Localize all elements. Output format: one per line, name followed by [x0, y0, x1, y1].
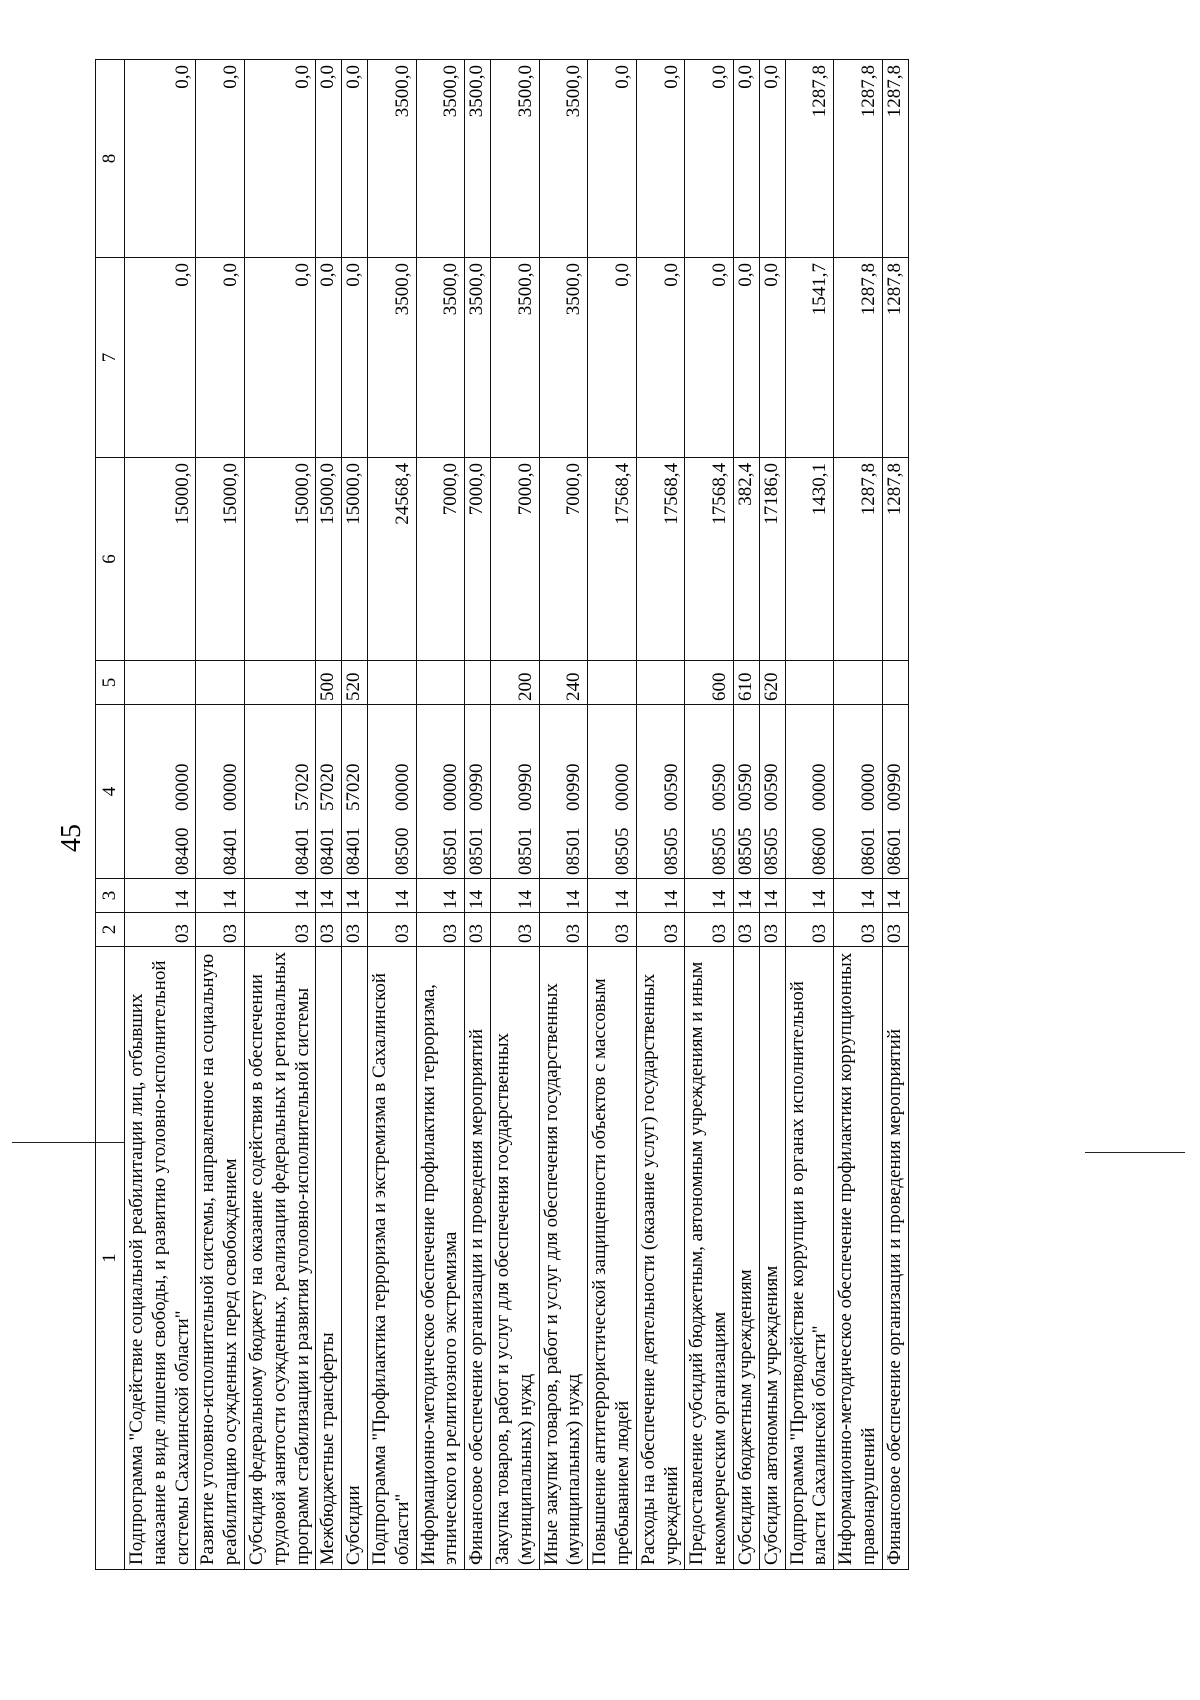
direction-code: 00000	[440, 763, 462, 811]
direction-code: 57020	[317, 763, 339, 811]
amount-col-8: 0,0	[125, 60, 196, 258]
amount-col-8: 0,0	[588, 60, 637, 258]
direction-code: 00590	[660, 763, 682, 811]
direction-code: 00590	[709, 763, 731, 811]
amount-col-7: 3500,0	[490, 258, 539, 458]
amount-col-7: 1541,7	[785, 258, 834, 458]
program-code: 08400	[171, 827, 193, 875]
target-article-code	[785, 705, 834, 879]
amount-col-8: 0,0	[685, 60, 734, 258]
target-article-code	[539, 705, 588, 879]
section-code: 03	[125, 913, 196, 947]
section-code: 03	[490, 913, 539, 947]
direction-code: 00000	[809, 763, 831, 811]
target-article-code	[316, 705, 342, 879]
column-header-6: 6	[96, 458, 125, 661]
amount-col-8: 3500,0	[367, 60, 416, 258]
direction-code: 57020	[343, 763, 365, 811]
amount-col-8: 1287,8	[834, 60, 883, 258]
expense-type-code	[125, 661, 196, 705]
subsection-code: 14	[588, 879, 637, 913]
direction-code: 00990	[466, 763, 488, 811]
expense-type-code: 610	[733, 661, 759, 705]
program-code: 08505	[611, 827, 633, 875]
table-row	[539, 60, 588, 1570]
amount-col-8: 3500,0	[490, 60, 539, 258]
amount-col-6: 15000,0	[125, 458, 196, 661]
target-article-code	[588, 705, 637, 879]
amount-col-6: 7000,0	[416, 458, 465, 661]
subsection-code: 14	[196, 879, 245, 913]
subsection-code: 14	[416, 879, 465, 913]
amount-col-6: 7000,0	[539, 458, 588, 661]
section-code: 03	[342, 913, 368, 947]
subsection-code: 14	[733, 879, 759, 913]
expense-type-code: 500	[316, 661, 342, 705]
table-row	[785, 60, 834, 1570]
target-article-code	[636, 705, 685, 879]
program-code: 08501	[514, 827, 536, 875]
direction-code: 00590	[760, 763, 782, 811]
amount-col-8: 1287,8	[882, 60, 908, 258]
subsection-code: 14	[125, 879, 196, 913]
section-code: 03	[785, 913, 834, 947]
row-description: Информационно-методическое обеспечение профилактики терроризма, этнического и религиозного экстремизма	[416, 947, 465, 1570]
amount-col-8: 3500,0	[539, 60, 588, 258]
target-article-code	[759, 705, 785, 879]
expense-type-code	[785, 661, 834, 705]
amount-col-6: 1287,8	[882, 458, 908, 661]
row-description: Иные закупки товаров, работ и услуг для обеспечения государственных (муниципальных) нужд	[539, 947, 588, 1570]
amount-col-7: 3500,0	[416, 258, 465, 458]
row-description: Подпрограмма "Профилактика терроризма и экстремизма в Сахалинской области"	[367, 947, 416, 1570]
target-article-code	[196, 705, 245, 879]
subsection-code: 14	[882, 879, 908, 913]
subsection-code: 14	[685, 879, 734, 913]
section-code: 03	[685, 913, 734, 947]
subsection-code: 14	[539, 879, 588, 913]
direction-code: 00990	[563, 763, 585, 811]
section-code: 03	[759, 913, 785, 947]
amount-col-6: 17568,4	[685, 458, 734, 661]
amount-col-7: 1287,8	[882, 258, 908, 458]
row-description: Повышение антитеррористической защищенности объектов с массовым пребыванием людей	[588, 947, 637, 1570]
section-code: 03	[636, 913, 685, 947]
program-code: 08600	[809, 827, 831, 875]
amount-col-6: 1287,8	[834, 458, 883, 661]
header-row	[96, 60, 125, 1570]
amount-col-7: 0,0	[244, 258, 315, 458]
row-description: Финансовое обеспечение организации и проведения мероприятий	[882, 947, 908, 1570]
program-code: 08505	[660, 827, 682, 875]
amount-col-7: 0,0	[759, 258, 785, 458]
target-article-code	[733, 705, 759, 879]
program-code: 08501	[440, 827, 462, 875]
table-row	[685, 60, 734, 1570]
amount-col-8: 3500,0	[465, 60, 491, 258]
direction-code: 00590	[734, 763, 756, 811]
row-description: Предоставление субсидий бюджетным, автономным учреждениям и иным некоммерческим организациям	[685, 947, 734, 1570]
amount-col-8: 0,0	[196, 60, 245, 258]
amount-col-6: 382,4	[733, 458, 759, 661]
direction-code: 00000	[171, 763, 193, 811]
amount-col-7: 0,0	[733, 258, 759, 458]
direction-code: 00000	[391, 763, 413, 811]
table-row	[367, 60, 416, 1570]
amount-col-7: 0,0	[125, 258, 196, 458]
subsection-code: 14	[636, 879, 685, 913]
direction-code: 00990	[514, 763, 536, 811]
amount-col-7: 3500,0	[539, 258, 588, 458]
direction-code: 00000	[220, 763, 242, 811]
table-row	[834, 60, 883, 1570]
table-row	[316, 60, 342, 1570]
section-code: 03	[834, 913, 883, 947]
program-code: 08501	[466, 827, 488, 875]
amount-col-6: 1430,1	[785, 458, 834, 661]
target-article-code	[834, 705, 883, 879]
amount-col-7: 0,0	[196, 258, 245, 458]
target-article-code	[125, 705, 196, 879]
amount-col-6: 15000,0	[342, 458, 368, 661]
program-code: 08505	[734, 827, 756, 875]
amount-col-6: 17568,4	[588, 458, 637, 661]
direction-code: 00000	[611, 763, 633, 811]
amount-col-8: 0,0	[733, 60, 759, 258]
section-code: 03	[316, 913, 342, 947]
page-number: 45	[56, 824, 87, 852]
program-code: 08501	[563, 827, 585, 875]
target-article-code	[882, 705, 908, 879]
subsection-code: 14	[244, 879, 315, 913]
amount-col-8: 0,0	[342, 60, 368, 258]
row-description: Развитие уголовно-исполнительной системы, направленное на социальную реабилитацию осужденных перед освобождением	[196, 947, 245, 1570]
row-description: Подпрограмма "Содействие социальной реабилитации лиц, отбывших наказание в виде лишения свободы, и развитию уголовно-исполнительной системы Сахалинской области"	[125, 947, 196, 1570]
column-header-2: 2	[96, 913, 125, 947]
amount-col-7: 0,0	[342, 258, 368, 458]
section-code: 03	[367, 913, 416, 947]
target-article-code	[490, 705, 539, 879]
expense-type-code	[244, 661, 315, 705]
target-article-code	[465, 705, 491, 879]
amount-col-8: 1287,8	[785, 60, 834, 258]
program-code: 08505	[709, 827, 731, 875]
section-code: 03	[196, 913, 245, 947]
program-code: 08601	[883, 827, 905, 875]
expense-type-code: 620	[759, 661, 785, 705]
table-row	[759, 60, 785, 1570]
row-description: Субсидии бюджетным учреждениям	[733, 947, 759, 1570]
amount-col-7: 0,0	[685, 258, 734, 458]
expense-type-code	[367, 661, 416, 705]
subsection-code: 14	[465, 879, 491, 913]
row-description: Финансовое обеспечение организации и проведения мероприятий	[465, 947, 491, 1570]
column-header-8: 8	[96, 60, 125, 258]
program-code: 08401	[317, 827, 339, 875]
direction-code: 00990	[883, 763, 905, 811]
amount-col-7: 3500,0	[465, 258, 491, 458]
table-row	[636, 60, 685, 1570]
subsection-code: 14	[342, 879, 368, 913]
budget-table	[95, 59, 909, 1570]
subsection-code: 14	[367, 879, 416, 913]
row-description: Расходы на обеспечение деятельности (оказание услуг) государственных учреждений	[636, 947, 685, 1570]
table-body	[125, 60, 909, 1570]
row-description: Межбюджетные трансферты	[316, 947, 342, 1570]
column-header-5: 5	[96, 661, 125, 705]
amount-col-7: 0,0	[316, 258, 342, 458]
direction-code: 57020	[291, 763, 313, 811]
table-row	[465, 60, 491, 1570]
amount-col-6: 7000,0	[465, 458, 491, 661]
expense-type-code	[882, 661, 908, 705]
target-article-code	[367, 705, 416, 879]
amount-col-8: 0,0	[759, 60, 785, 258]
column-header-1: 1	[96, 947, 125, 1570]
amount-col-6: 15000,0	[316, 458, 342, 661]
row-description: Субсидии	[342, 947, 368, 1570]
amount-col-7: 1287,8	[834, 258, 883, 458]
expense-type-code: 600	[685, 661, 734, 705]
direction-code: 00000	[857, 763, 879, 811]
expense-type-code	[834, 661, 883, 705]
margin-rule-right	[1085, 1152, 1185, 1153]
expense-type-code	[636, 661, 685, 705]
table-row	[733, 60, 759, 1570]
program-code: 08601	[857, 827, 879, 875]
section-code: 03	[882, 913, 908, 947]
amount-col-6: 24568,4	[367, 458, 416, 661]
table-row	[342, 60, 368, 1570]
table-row	[196, 60, 245, 1570]
amount-col-6: 7000,0	[490, 458, 539, 661]
program-code: 08401	[220, 827, 242, 875]
amount-col-8: 0,0	[316, 60, 342, 258]
expense-type-code	[465, 661, 491, 705]
program-code: 08401	[291, 827, 313, 875]
column-header-7: 7	[96, 258, 125, 458]
target-article-code	[416, 705, 465, 879]
row-description: Закупка товаров, работ и услуг для обеспечения государственных (муниципальных) нужд	[490, 947, 539, 1570]
target-article-code	[685, 705, 734, 879]
program-code: 08500	[391, 827, 413, 875]
row-description: Субсидия федеральному бюджету на оказание содействия в обеспечении трудовой занятости осужденных, реализации федеральных и региональных программ стабилизации и развития уголовно-исполнительной системы	[244, 947, 315, 1570]
section-code: 03	[733, 913, 759, 947]
section-code: 03	[539, 913, 588, 947]
column-header-4: 4	[96, 705, 125, 879]
table-row	[490, 60, 539, 1570]
amount-col-8: 0,0	[636, 60, 685, 258]
row-description: Информационно-методическое обеспечение профилактики коррупционных правонарушений	[834, 947, 883, 1570]
amount-col-7: 0,0	[588, 258, 637, 458]
expense-type-code: 520	[342, 661, 368, 705]
target-article-code	[342, 705, 368, 879]
expense-type-code	[196, 661, 245, 705]
amount-col-6: 15000,0	[244, 458, 315, 661]
program-code: 08401	[343, 827, 365, 875]
subsection-code: 14	[490, 879, 539, 913]
column-header-3: 3	[96, 879, 125, 913]
table-row	[125, 60, 196, 1570]
subsection-code: 14	[316, 879, 342, 913]
subsection-code: 14	[759, 879, 785, 913]
subsection-code: 14	[785, 879, 834, 913]
table-row	[882, 60, 908, 1570]
amount-col-7: 0,0	[636, 258, 685, 458]
expense-type-code: 240	[539, 661, 588, 705]
row-description: Субсидии автономным учреждениям	[759, 947, 785, 1570]
section-code: 03	[465, 913, 491, 947]
section-code: 03	[244, 913, 315, 947]
amount-col-6: 17186,0	[759, 458, 785, 661]
target-article-code	[244, 705, 315, 879]
expense-type-code	[588, 661, 637, 705]
expense-type-code: 200	[490, 661, 539, 705]
subsection-code: 14	[834, 879, 883, 913]
expense-type-code	[416, 661, 465, 705]
amount-col-6: 15000,0	[196, 458, 245, 661]
table-row	[244, 60, 315, 1570]
table-row	[416, 60, 465, 1570]
program-code: 08505	[760, 827, 782, 875]
section-code: 03	[588, 913, 637, 947]
rotated-table-container	[95, 60, 909, 1570]
row-description: Подпрограмма "Противодействие коррупции в органах исполнительной власти Сахалинской области"	[785, 947, 834, 1570]
amount-col-6: 17568,4	[636, 458, 685, 661]
amount-col-8: 0,0	[244, 60, 315, 258]
table-row	[588, 60, 637, 1570]
section-code: 03	[416, 913, 465, 947]
amount-col-7: 3500,0	[367, 258, 416, 458]
amount-col-8: 3500,0	[416, 60, 465, 258]
